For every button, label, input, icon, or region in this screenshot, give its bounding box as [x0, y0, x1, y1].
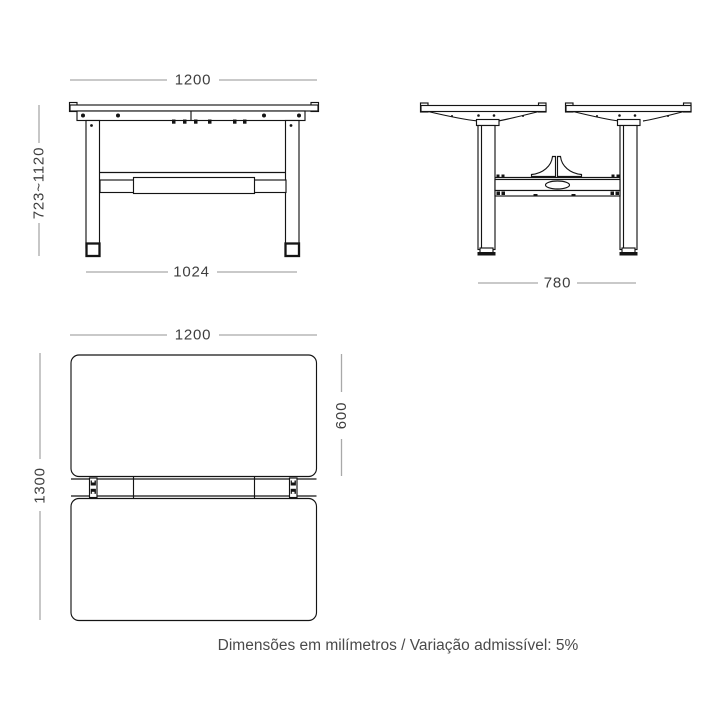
front-view [31, 72, 319, 281]
foot [87, 244, 100, 257]
front-dim-width [70, 72, 317, 89]
top-dim-single-depth [333, 354, 350, 476]
front-dim-height-label: 723~1120 [30, 146, 48, 220]
front-dim-feet-span-label: 1024 [173, 263, 210, 281]
side-feet [478, 248, 638, 256]
leg-column [620, 126, 637, 250]
desktop-panel [71, 355, 317, 477]
foot-end-bracket [90, 478, 98, 498]
desktop-panel [71, 499, 317, 621]
tabletop-surface [70, 105, 318, 111]
leg-column [478, 126, 495, 250]
top-dim-width [70, 327, 317, 344]
foot [286, 244, 300, 257]
leg-column [286, 121, 300, 249]
leg-mount [477, 120, 500, 126]
front-dim-height [31, 105, 48, 256]
units-caption: Dimensões em milímetros / Variação admissível: 5% [217, 637, 579, 654]
front-feet [87, 244, 300, 257]
side-dim-depth [478, 275, 636, 292]
top-dim-total-depth-label: 1300 [31, 467, 49, 504]
foot-end-bracket [290, 478, 298, 498]
side-crossbar [495, 175, 620, 197]
front-dim-feet-span [86, 264, 297, 281]
cable-riser-bracket [532, 157, 582, 177]
top-frame-gap [71, 477, 317, 498]
top-dim-width-label: 1200 [174, 326, 212, 344]
top-dim-single-depth-label: 600 [333, 401, 350, 430]
front-crossbar [100, 173, 286, 194]
cable-clips [172, 120, 247, 124]
side-view [421, 103, 692, 292]
cable-grommet [546, 181, 570, 189]
leg-mount [618, 120, 641, 126]
front-frame-rail [77, 111, 305, 124]
top-dim-total-depth [32, 353, 49, 620]
side-dim-depth-label: 780 [543, 274, 572, 292]
leg-column [86, 121, 100, 249]
top-view [32, 327, 351, 621]
front-tabletop [70, 103, 319, 112]
front-dim-width-label: 1200 [174, 71, 212, 89]
